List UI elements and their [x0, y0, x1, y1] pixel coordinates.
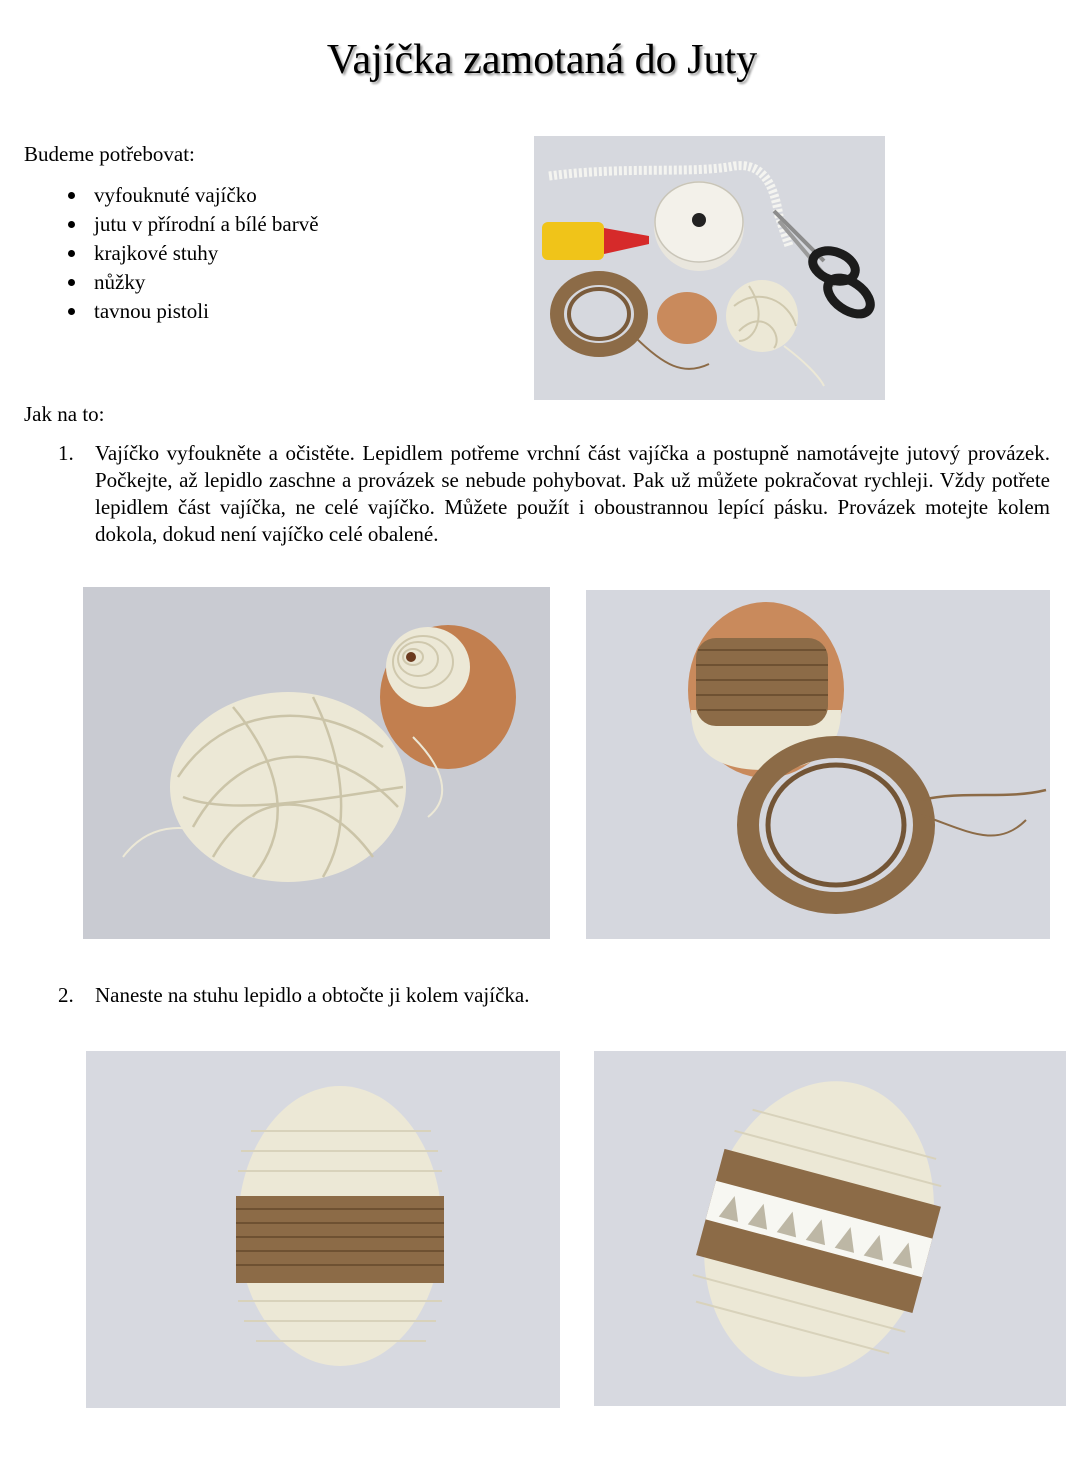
step-text: Naneste na stuhu lepidlo a obtočte ji kolem vajíčka. — [95, 983, 530, 1007]
materials-heading: Budeme potřebovat: — [24, 142, 195, 166]
step-text: Vajíčko vyfoukněte a očistěte. Lepidlem potřeme vrchní část vajíčka a postupně namotávejte jutový provázek. Počkejte, až lepidlo zaschne a provázek se nebude pohybovat. Pak už můžete pokračovat rychleji. Vždy potřete lepidlem část vajíčka, ne celé vajíčko. Můžete použít i oboustrannou lepící pásku. Provázek motejte kolem dokola, dokud není vajíčko celé obalené. — [95, 441, 1050, 546]
list-item: nůžky — [60, 268, 319, 297]
list-item: krajkové stuhy — [60, 239, 319, 268]
materials-list — [60, 181, 319, 326]
list-item: jutu v přírodní a bílé barvě — [60, 210, 319, 239]
step-number: 1. — [58, 441, 74, 465]
step-1 — [58, 440, 1050, 548]
step-1-photo-jute-band — [586, 590, 1050, 939]
step-2-photo-lace-egg — [594, 1051, 1066, 1406]
list-item: tavnou pistoli — [60, 297, 319, 326]
step-2 — [58, 982, 1050, 1009]
step-2-photo-wrapped-egg — [86, 1051, 560, 1408]
step-1-photo-white-twine — [83, 587, 550, 939]
page-title: Vajíčka zamotaná do Juty — [326, 37, 758, 83]
step-number: 2. — [58, 983, 74, 1007]
materials-photo — [534, 136, 885, 400]
howto-heading: Jak na to: — [24, 402, 105, 426]
list-item: vyfouknuté vajíčko — [60, 181, 319, 210]
